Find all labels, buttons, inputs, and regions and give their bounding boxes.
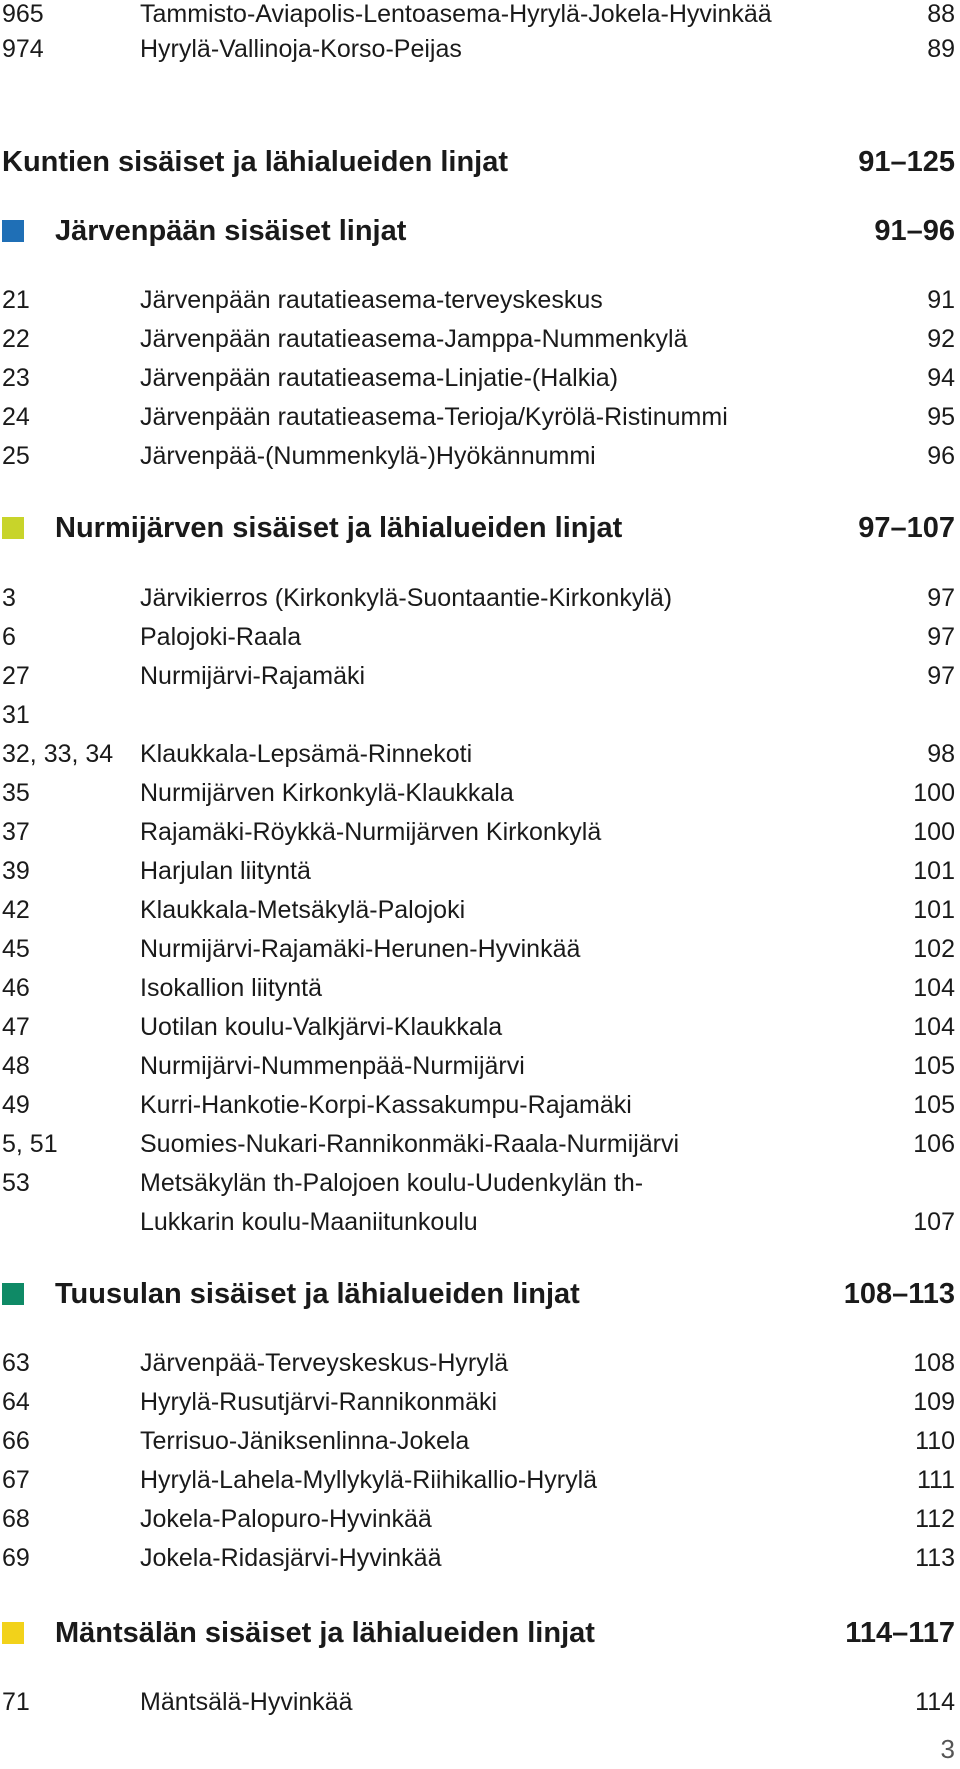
- section-pages: 97–107: [858, 512, 955, 544]
- route-name: Järvenpään rautatieasema-Jamppa-Nummenkylä: [140, 325, 688, 353]
- route-row: [0, 320, 955, 358]
- route-number: 37: [2, 818, 30, 846]
- route-row: [0, 657, 955, 695]
- route-number: 66: [2, 1427, 30, 1455]
- route-page: 92: [927, 325, 955, 353]
- route-number: 21: [2, 286, 30, 314]
- route-page: 100: [913, 779, 955, 807]
- route-name: Hyrylä-Rusutjärvi-Rannikonmäki: [140, 1388, 498, 1416]
- route-number: 49: [2, 1091, 30, 1119]
- route-name: Lukkarin koulu-Maaniitunkoulu: [140, 1208, 478, 1236]
- route-page: 97: [927, 623, 955, 651]
- route-page: 111: [916, 1466, 955, 1494]
- route-name: Terrisuo-Jäniksenlinna-Jokela: [140, 1427, 470, 1455]
- route-page: 98: [927, 740, 955, 768]
- route-number: 35: [2, 779, 30, 807]
- route-name: Järvenpää-(Nummenkylä-)Hyökännummi: [140, 442, 596, 470]
- route-row: [0, 969, 955, 1007]
- route-page: 113: [915, 1544, 955, 1572]
- route-page: 105: [913, 1091, 955, 1119]
- route-name: Kurri-Hankotie-Korpi-Kassakumpu-Rajamäki: [140, 1091, 632, 1119]
- route-row: [0, 1500, 955, 1538]
- route-name: Tammisto-Aviapolis-Lentoasema-Hyrylä-Jokela-Hyvinkää: [140, 0, 772, 28]
- route-row: [0, 1422, 955, 1460]
- route-name: Järvenpää-Terveyskeskus-Hyrylä: [140, 1349, 509, 1377]
- route-number: 47: [2, 1013, 30, 1041]
- route-number: 48: [2, 1052, 30, 1080]
- route-page: 104: [913, 1013, 955, 1041]
- route-row: [0, 1125, 955, 1163]
- section-title: Tuusulan sisäiset ja lähialueiden linjat: [55, 1278, 580, 1310]
- route-name: Isokallion liityntä: [140, 974, 323, 1002]
- route-name: Järvikierros (Kirkonkylä-Suontaantie-Kirkonkylä): [140, 584, 673, 612]
- route-number: 32, 33, 34: [2, 740, 114, 768]
- route-row: [0, 359, 955, 397]
- route-row: [0, 437, 955, 475]
- main-heading: [0, 140, 955, 184]
- route-number: 68: [2, 1505, 30, 1533]
- route-page: 88: [927, 0, 955, 28]
- route-name: Järvenpään rautatieasema-Linjatie-(Halkia): [140, 364, 619, 392]
- route-row: [0, 0, 955, 33]
- route-name: Harjulan liityntä: [140, 857, 311, 885]
- route-number: 71: [2, 1688, 30, 1716]
- section-color-square: [2, 1622, 24, 1644]
- route-name: Rajamäki-Röykkä-Nurmijärven Kirkonkylä: [140, 818, 602, 846]
- route-name: Nurmijärven Kirkonkylä-Klaukkala: [140, 779, 514, 807]
- route-page: 108: [913, 1349, 955, 1377]
- route-page: 101: [913, 857, 955, 885]
- route-number: 22: [2, 325, 30, 353]
- route-name: Järvenpään rautatieasema-Terioja/Kyrölä-Ristinummi: [140, 403, 728, 431]
- route-page: 102: [913, 935, 955, 963]
- route-name: Suomies-Nukari-Rannikonmäki-Raala-Nurmijärvi: [140, 1130, 680, 1158]
- section-heading-tuusula: [0, 1272, 955, 1316]
- route-name: Järvenpään rautatieasema-terveyskeskus: [140, 286, 603, 314]
- route-name: Klaukkala-Lepsämä-Rinnekoti: [140, 740, 473, 768]
- route-name: Jokela-Ridasjärvi-Hyvinkää: [140, 1544, 442, 1572]
- route-row: [0, 930, 955, 968]
- section-pages: 108–113: [843, 1278, 955, 1310]
- section-pages: 91–96: [874, 215, 955, 247]
- main-heading-title: Kuntien sisäiset ja lähialueiden linjat: [2, 146, 509, 178]
- route-page: 91: [927, 286, 955, 314]
- route-row: [0, 1008, 955, 1046]
- route-number: 23: [2, 364, 30, 392]
- route-page: 94: [927, 364, 955, 392]
- section-pages: 114–117: [845, 1617, 955, 1649]
- route-page: 106: [913, 1130, 955, 1158]
- route-name: Hyrylä-Vallinoja-Korso-Peijas: [140, 35, 462, 63]
- route-page: 107: [913, 1208, 955, 1236]
- section-heading-mantsala: [0, 1611, 955, 1655]
- section-color-square: [2, 1283, 24, 1305]
- route-number: 64: [2, 1388, 30, 1416]
- route-row: [0, 1344, 955, 1382]
- route-number: 63: [2, 1349, 30, 1377]
- route-row: [0, 398, 955, 436]
- route-page: 100: [913, 818, 955, 846]
- route-row: [0, 618, 955, 656]
- route-row: [0, 1047, 955, 1085]
- section-color-square: [2, 517, 24, 539]
- page-number: 3: [940, 1734, 955, 1764]
- route-page: 114: [915, 1688, 955, 1716]
- route-name: Palojoki-Raala: [140, 623, 302, 651]
- route-row: [0, 1086, 955, 1124]
- route-number: 53: [2, 1169, 30, 1197]
- route-number: 974: [2, 35, 44, 63]
- route-number: 39: [2, 857, 30, 885]
- route-number: 5, 51: [2, 1130, 58, 1158]
- route-page: 89: [927, 35, 955, 63]
- route-page: 96: [927, 442, 955, 470]
- route-number: 69: [2, 1544, 30, 1572]
- route-number: 6: [2, 623, 16, 651]
- route-number: 67: [2, 1466, 30, 1494]
- route-number: 27: [2, 662, 30, 690]
- route-name: Metsäkylän th-Palojoen koulu-Uudenkylän th-: [140, 1169, 644, 1197]
- route-row: [0, 1164, 955, 1202]
- route-name: Nurmijärvi-Rajamäki-Herunen-Hyvinkää: [140, 935, 581, 963]
- route-page: 110: [915, 1427, 955, 1455]
- route-name: Uotilan koulu-Valkjärvi-Klaukkala: [140, 1013, 503, 1041]
- route-number: 965: [2, 0, 44, 28]
- route-page: 109: [913, 1388, 955, 1416]
- route-row: [0, 891, 955, 929]
- route-number: 25: [2, 442, 30, 470]
- route-name: Jokela-Palopuro-Hyvinkää: [140, 1505, 432, 1533]
- section-heading-nurmijarvi: [0, 506, 955, 550]
- section-title: Järvenpään sisäiset linjat: [55, 215, 407, 247]
- route-name: Mäntsälä-Hyvinkää: [140, 1688, 353, 1716]
- route-number: 3: [2, 584, 16, 612]
- route-row: [0, 696, 955, 734]
- route-number: 31: [2, 701, 30, 729]
- route-row: [0, 281, 955, 319]
- route-row: [0, 774, 955, 812]
- route-number: 46: [2, 974, 30, 1002]
- route-row: [0, 30, 955, 68]
- route-name: Nurmijärvi-Rajamäki: [140, 662, 366, 690]
- route-number: 45: [2, 935, 30, 963]
- route-page: 97: [927, 662, 955, 690]
- section-title: Nurmijärven sisäiset ja lähialueiden linjat: [55, 512, 623, 544]
- route-page: 101: [913, 896, 955, 924]
- section-title: Mäntsälän sisäiset ja lähialueiden linjat: [55, 1617, 595, 1649]
- route-row-continuation: [0, 1203, 955, 1241]
- route-page: 95: [927, 403, 955, 431]
- route-name: Hyrylä-Lahela-Myllykylä-Riihikallio-Hyrylä: [140, 1466, 598, 1494]
- route-row: [0, 813, 955, 851]
- route-row: [0, 1461, 955, 1499]
- route-row: [0, 1683, 955, 1721]
- route-row: [0, 1539, 955, 1577]
- route-number: 24: [2, 403, 30, 431]
- route-name: Klaukkala-Metsäkylä-Palojoki: [140, 896, 466, 924]
- route-page: 105: [913, 1052, 955, 1080]
- section-heading-jarvenpaa: [0, 209, 955, 253]
- route-row: [0, 852, 955, 890]
- route-row: [0, 1383, 955, 1421]
- section-color-square: [2, 220, 24, 242]
- main-heading-pages: 91–125: [858, 146, 955, 178]
- route-number: 42: [2, 896, 30, 924]
- route-name: Nurmijärvi-Nummenpää-Nurmijärvi: [140, 1052, 525, 1080]
- route-page: 97: [927, 584, 955, 612]
- route-page: 104: [913, 974, 955, 1002]
- route-row: [0, 579, 955, 617]
- route-row: [0, 735, 955, 773]
- route-page: 112: [915, 1505, 955, 1533]
